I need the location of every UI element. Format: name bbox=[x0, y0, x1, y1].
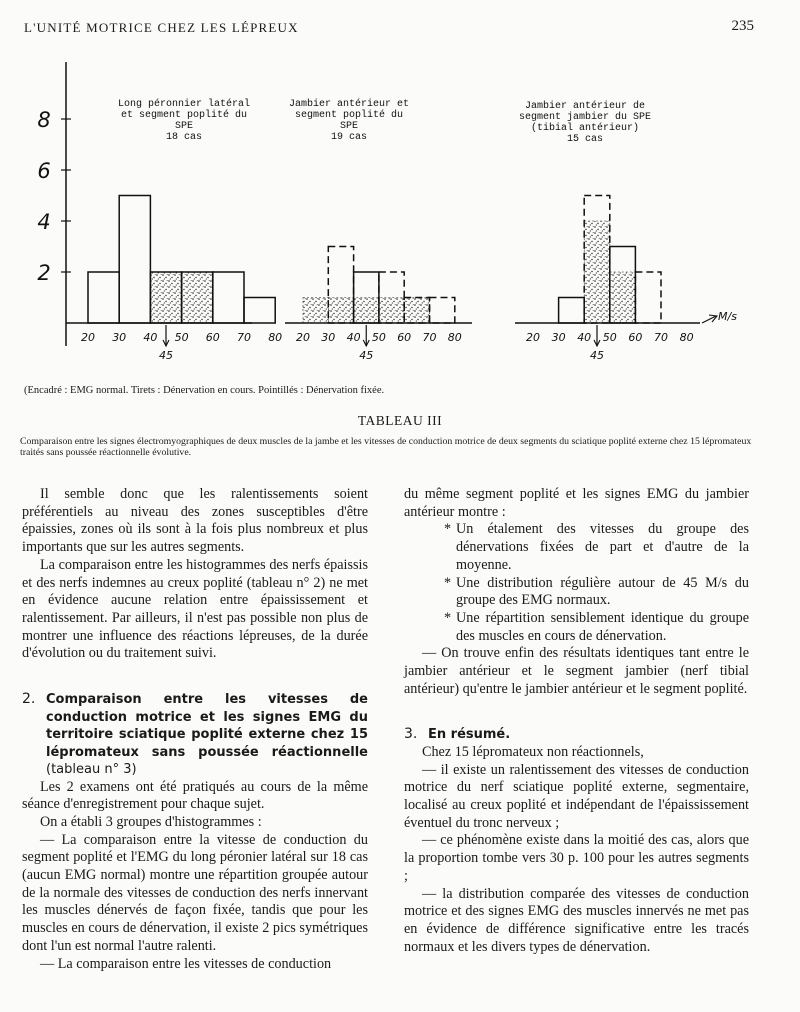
x-tick-label: 80 bbox=[268, 331, 283, 344]
page-number: 235 bbox=[731, 18, 754, 34]
section-ref: (tableau n° 3) bbox=[46, 762, 137, 778]
bullet-star: * bbox=[444, 574, 452, 591]
y-tick-label: 8 bbox=[37, 108, 51, 132]
x-tick-label: 40 bbox=[346, 331, 361, 344]
left-column bbox=[22, 486, 368, 973]
right-column bbox=[404, 486, 749, 956]
panel-label: Jambier antérieur de bbox=[524, 101, 646, 112]
x-tick-label: 60 bbox=[628, 331, 643, 344]
y-tick-label: 4 bbox=[37, 210, 51, 234]
list-item-text: Une distribution régulière autour de 45 M/s du groupe des EMG normaux. bbox=[456, 574, 749, 609]
panel-label: 15 cas bbox=[566, 134, 604, 145]
bar-solid bbox=[88, 272, 119, 323]
section-number: 2. bbox=[22, 691, 36, 708]
paragraph: — La comparaison entre la vitesse de conduction du segment poplité et l'EMG du long péronier latéral sur 18 cas (aucun EMG normal) montre une répartition groupée autour de la normale des vitesses de conduction des nerfs innervant les muscles dénervés de façon fixée, tandis que pour les muscles en cours de dénervation, il existe 2 pics symétriques dont l'un est normal l'autre ralenti. bbox=[22, 831, 368, 954]
bar-dashed bbox=[635, 272, 661, 323]
paragraph: On a établi 3 groupes d'histogrammes : bbox=[40, 813, 262, 830]
paragraph: — La comparaison entre les vitesses de conduction bbox=[40, 955, 332, 972]
section-title: En résumé. bbox=[428, 727, 511, 743]
list-item bbox=[404, 521, 749, 574]
x-tick-label: 40 bbox=[577, 331, 592, 344]
paragraph: — la distribution comparée des vitesses de conduction motrice et des signes EMG des muscles innervés ne met pas en évidence de différence significative entre les tracés normaux et les divers types de dénervation. bbox=[404, 885, 749, 955]
paragraph: La comparaison entre les histogrammes des nerfs épaissis et des nerfs indemnes au creux poplité (tableau n° 2) ne met en évidence aucune relation entre épaississement et ralentissement. Par ailleurs, il n'est pas possible non plus de montrer une influence des réactions lépreuses, de la durée d'évolution ou du traitement suivi. bbox=[22, 556, 368, 662]
panel-label: Long péronnier latéral bbox=[117, 99, 251, 110]
section-number: 3. bbox=[404, 726, 418, 743]
section-title: Comparaison entre les vitesses de conduction motrice et les signes EMG du territoire sciatique poplité externe chez 15 lépromateux sans poussée réactionnelle bbox=[46, 692, 368, 760]
paragraph: — On trouve enfin des résultats identiques tant entre le jambier antérieur et le segment jambier (nerf tibial antérieur) qu'entre le jambier antérieur et le segment poplité. bbox=[404, 645, 749, 697]
bar-dotted bbox=[584, 221, 610, 323]
x-mark-label: 45 bbox=[359, 349, 374, 362]
x-mark-label: 45 bbox=[590, 349, 604, 362]
x-tick-label: 50 bbox=[602, 331, 617, 344]
x-tick-label: 40 bbox=[143, 331, 158, 344]
bullet-star: * bbox=[444, 609, 452, 626]
x-tick-label: 70 bbox=[237, 331, 251, 344]
panel-label: SPE bbox=[174, 121, 194, 132]
x-tick-label: 70 bbox=[422, 331, 437, 344]
x-mark-label: 45 bbox=[159, 349, 173, 362]
bar-solid bbox=[244, 298, 275, 324]
bar-dotted bbox=[182, 272, 213, 323]
x-tick-label: 20 bbox=[526, 331, 540, 344]
bar-dotted bbox=[150, 272, 181, 323]
list-item bbox=[404, 575, 749, 610]
x-unit-label: M/s bbox=[718, 310, 737, 323]
x-tick-label: 70 bbox=[654, 331, 668, 344]
paragraph: du même segment poplité et les signes EMG du jambier antérieur montre : bbox=[404, 486, 749, 520]
x-tick-label: 30 bbox=[112, 331, 127, 344]
bullet-star: * bbox=[444, 521, 452, 538]
paragraph: Il semble donc que les ralentissements soient préférentiels au niveau des zones susceptibles d'être épaissies, zones où ils sont à la fois plus nombreux et plus importants que sur les autres segments. bbox=[22, 486, 368, 556]
bar-solid bbox=[213, 272, 244, 323]
paragraph: — ce phénomène existe dans la moitié des cas, alors que la proportion tombe vers 30 p. 100 pour les autres segments ; bbox=[404, 832, 749, 884]
section-heading-2 bbox=[22, 691, 368, 779]
list-item bbox=[404, 610, 749, 645]
x-tick-label: 80 bbox=[679, 331, 694, 344]
x-tick-label: 80 bbox=[447, 331, 462, 344]
list-item-text: Un étalement des vitesses du groupe des dénervations fixées de part et d'autre de la moyenne. bbox=[456, 521, 749, 573]
section-heading-3 bbox=[404, 726, 749, 744]
x-tick-label: 60 bbox=[205, 331, 220, 344]
table-title: TABLEAU III bbox=[357, 413, 443, 428]
panel-label: (tibial antérieur) bbox=[530, 123, 640, 134]
bar-dotted bbox=[303, 298, 328, 324]
y-tick-label: 6 bbox=[37, 159, 51, 183]
y-tick-label: 2 bbox=[37, 261, 51, 285]
panel-label: segment poplité du bbox=[294, 110, 404, 121]
running-title: L'UNITÉ MOTRICE CHEZ LES LÉPREUX bbox=[24, 20, 299, 35]
x-tick-label: 60 bbox=[397, 331, 412, 344]
figure-legend: (Encadré : EMG normal. Tirets : Dénervation en cours. Pointillés : Dénervation fixée. bbox=[24, 385, 385, 396]
x-tick-label: 50 bbox=[174, 331, 189, 344]
x-tick-label: 50 bbox=[371, 331, 386, 344]
panel-label: Jambier antérieur et bbox=[288, 99, 410, 110]
histogram-figure bbox=[0, 40, 800, 380]
bar-dotted bbox=[610, 272, 636, 323]
paragraph: Chez 15 lépromateux non réactionnels, bbox=[422, 743, 644, 760]
x-tick-label: 30 bbox=[551, 331, 566, 344]
bar-solid bbox=[119, 196, 150, 324]
bar-dashed bbox=[430, 298, 455, 324]
x-tick-label: 20 bbox=[296, 331, 310, 344]
x-tick-label: 30 bbox=[321, 331, 336, 344]
panel-label: et segment poplité du bbox=[120, 110, 248, 121]
paragraph: — il existe un ralentissement des vitesses de conduction motrice du nerf sciatique poplité externe, segmentaire, localisé au creux poplité et indépendant de l'épaississement éventuel du tronc nerveux ; bbox=[404, 761, 749, 831]
page-header bbox=[24, 20, 754, 36]
table-caption: Comparaison entre les signes électromyographiques de deux muscles de la jambe et les vitesses de conduction motrice de deux segments du sciatique poplité externe chez 15 lépromateux traités sans poussée réactionnelle évolutive. bbox=[20, 436, 752, 458]
x-tick-label: 20 bbox=[81, 331, 95, 344]
panel-label: 18 cas bbox=[165, 132, 203, 143]
paragraph: Les 2 examens ont été pratiqués au cours de la même séance d'enregistrement pour chaque sujet. bbox=[22, 778, 368, 813]
panel-label: 19 cas bbox=[330, 132, 368, 143]
list-item-text: Une répartition sensiblement identique du groupe des muscles en cours de dénervation. bbox=[456, 609, 749, 644]
bar-solid bbox=[559, 298, 585, 324]
panel-label: segment jambier du SPE bbox=[518, 112, 652, 123]
panel-label: SPE bbox=[339, 121, 359, 132]
